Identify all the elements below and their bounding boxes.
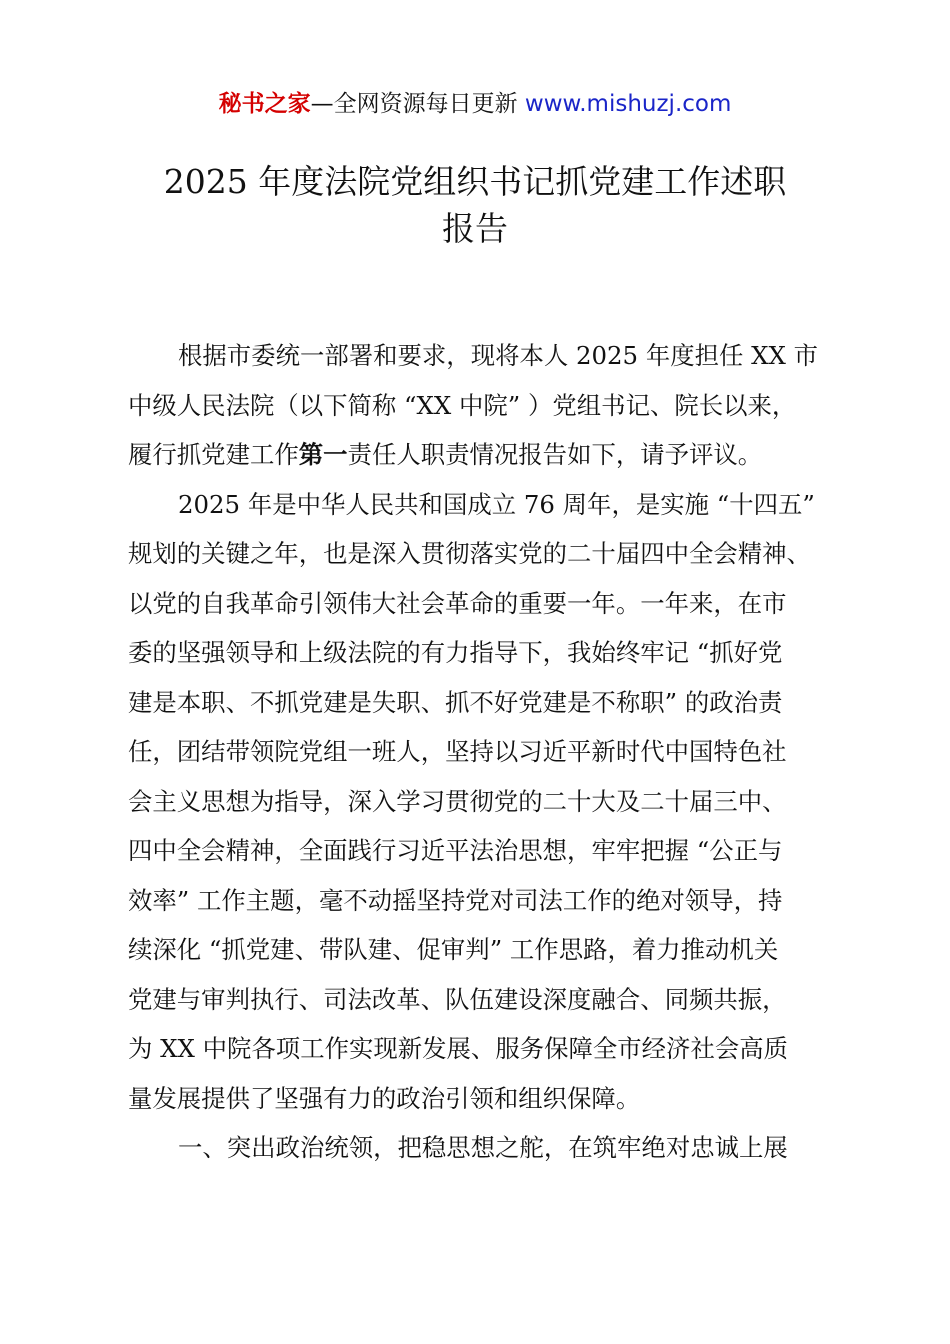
text-line: 会主义思想为指导，深入学习贯彻党的二十大及二十届三中、 <box>128 786 787 816</box>
text-line <box>128 430 835 480</box>
text-line: 根据市委统一部署和要求，现将本人 2025 年度担任 XX 市 <box>178 341 819 370</box>
header-tagline: —全网资源每日更新 <box>310 91 518 117</box>
site-header <box>0 86 950 122</box>
text-line: 为 XX 中院各项工作实现新发展、服务保障全市经济社会高质 <box>128 1034 789 1063</box>
text-line: 以党的自我革命引领伟大社会革命的重要一年。一年来，在市 <box>128 588 787 618</box>
paragraph-intro <box>128 331 835 480</box>
heading-text: 一、突出政治统领，把稳思想之舵，在筑牢绝对忠诚上展 <box>178 1133 788 1162</box>
text-segment: 履行抓党建工作 <box>128 440 299 469</box>
text-line: 四中全会精神，全面践行习近平法治思想，牢牢把握 “公正与 <box>128 836 783 865</box>
text-line: 规划的关键之年，也是深入贯彻落实党的二十届四中全会精神、 <box>128 539 811 568</box>
site-url-link[interactable]: www.mishuzj.com <box>524 91 732 117</box>
text-line: 效率” 工作主题，毫不动摇坚持党对司法工作的绝对领导，持 <box>128 885 783 915</box>
bold-text: 第一 <box>298 440 348 469</box>
text-segment: 责任人职责情况报告如下，请予评议。 <box>347 440 763 469</box>
text-line: 量发展提供了坚强有力的政治引领和组织保障。 <box>128 1083 641 1113</box>
text-line: 委的坚强领导和上级法院的有力指导下，我始终牢记 “抓好党 <box>128 638 783 667</box>
document-title <box>120 158 830 252</box>
paragraph-background <box>128 480 835 1124</box>
text-line: 2025 年是中华人民共和国成立 76 周年，是实施 “十四五” <box>178 489 815 519</box>
document-body <box>128 331 835 1173</box>
text-line: 续深化 “抓党建、带队建、促审判” 工作思路，着力推动机关 <box>128 935 779 964</box>
text-line: 党建与审判执行、司法改革、队伍建设深度融合、同频共振， <box>128 984 787 1014</box>
text-line: 任，团结带领院党组一班人，坚持以习近平新时代中国特色社 <box>128 737 787 766</box>
text-line: 中级人民法院（以下简称 “XX 中院” ）党组书记、院长以来， <box>128 390 797 420</box>
text-line: 建是本职、不抓党建是失职、抓不好党建是不称职” 的政治责 <box>128 687 783 717</box>
section-heading-1 <box>128 1123 835 1173</box>
title-line: 报告 <box>442 209 508 248</box>
brand-name: 秘书之家 <box>218 91 311 117</box>
title-line: 2025 年度法院党组织书记抓党建工作述职 <box>163 162 787 201</box>
